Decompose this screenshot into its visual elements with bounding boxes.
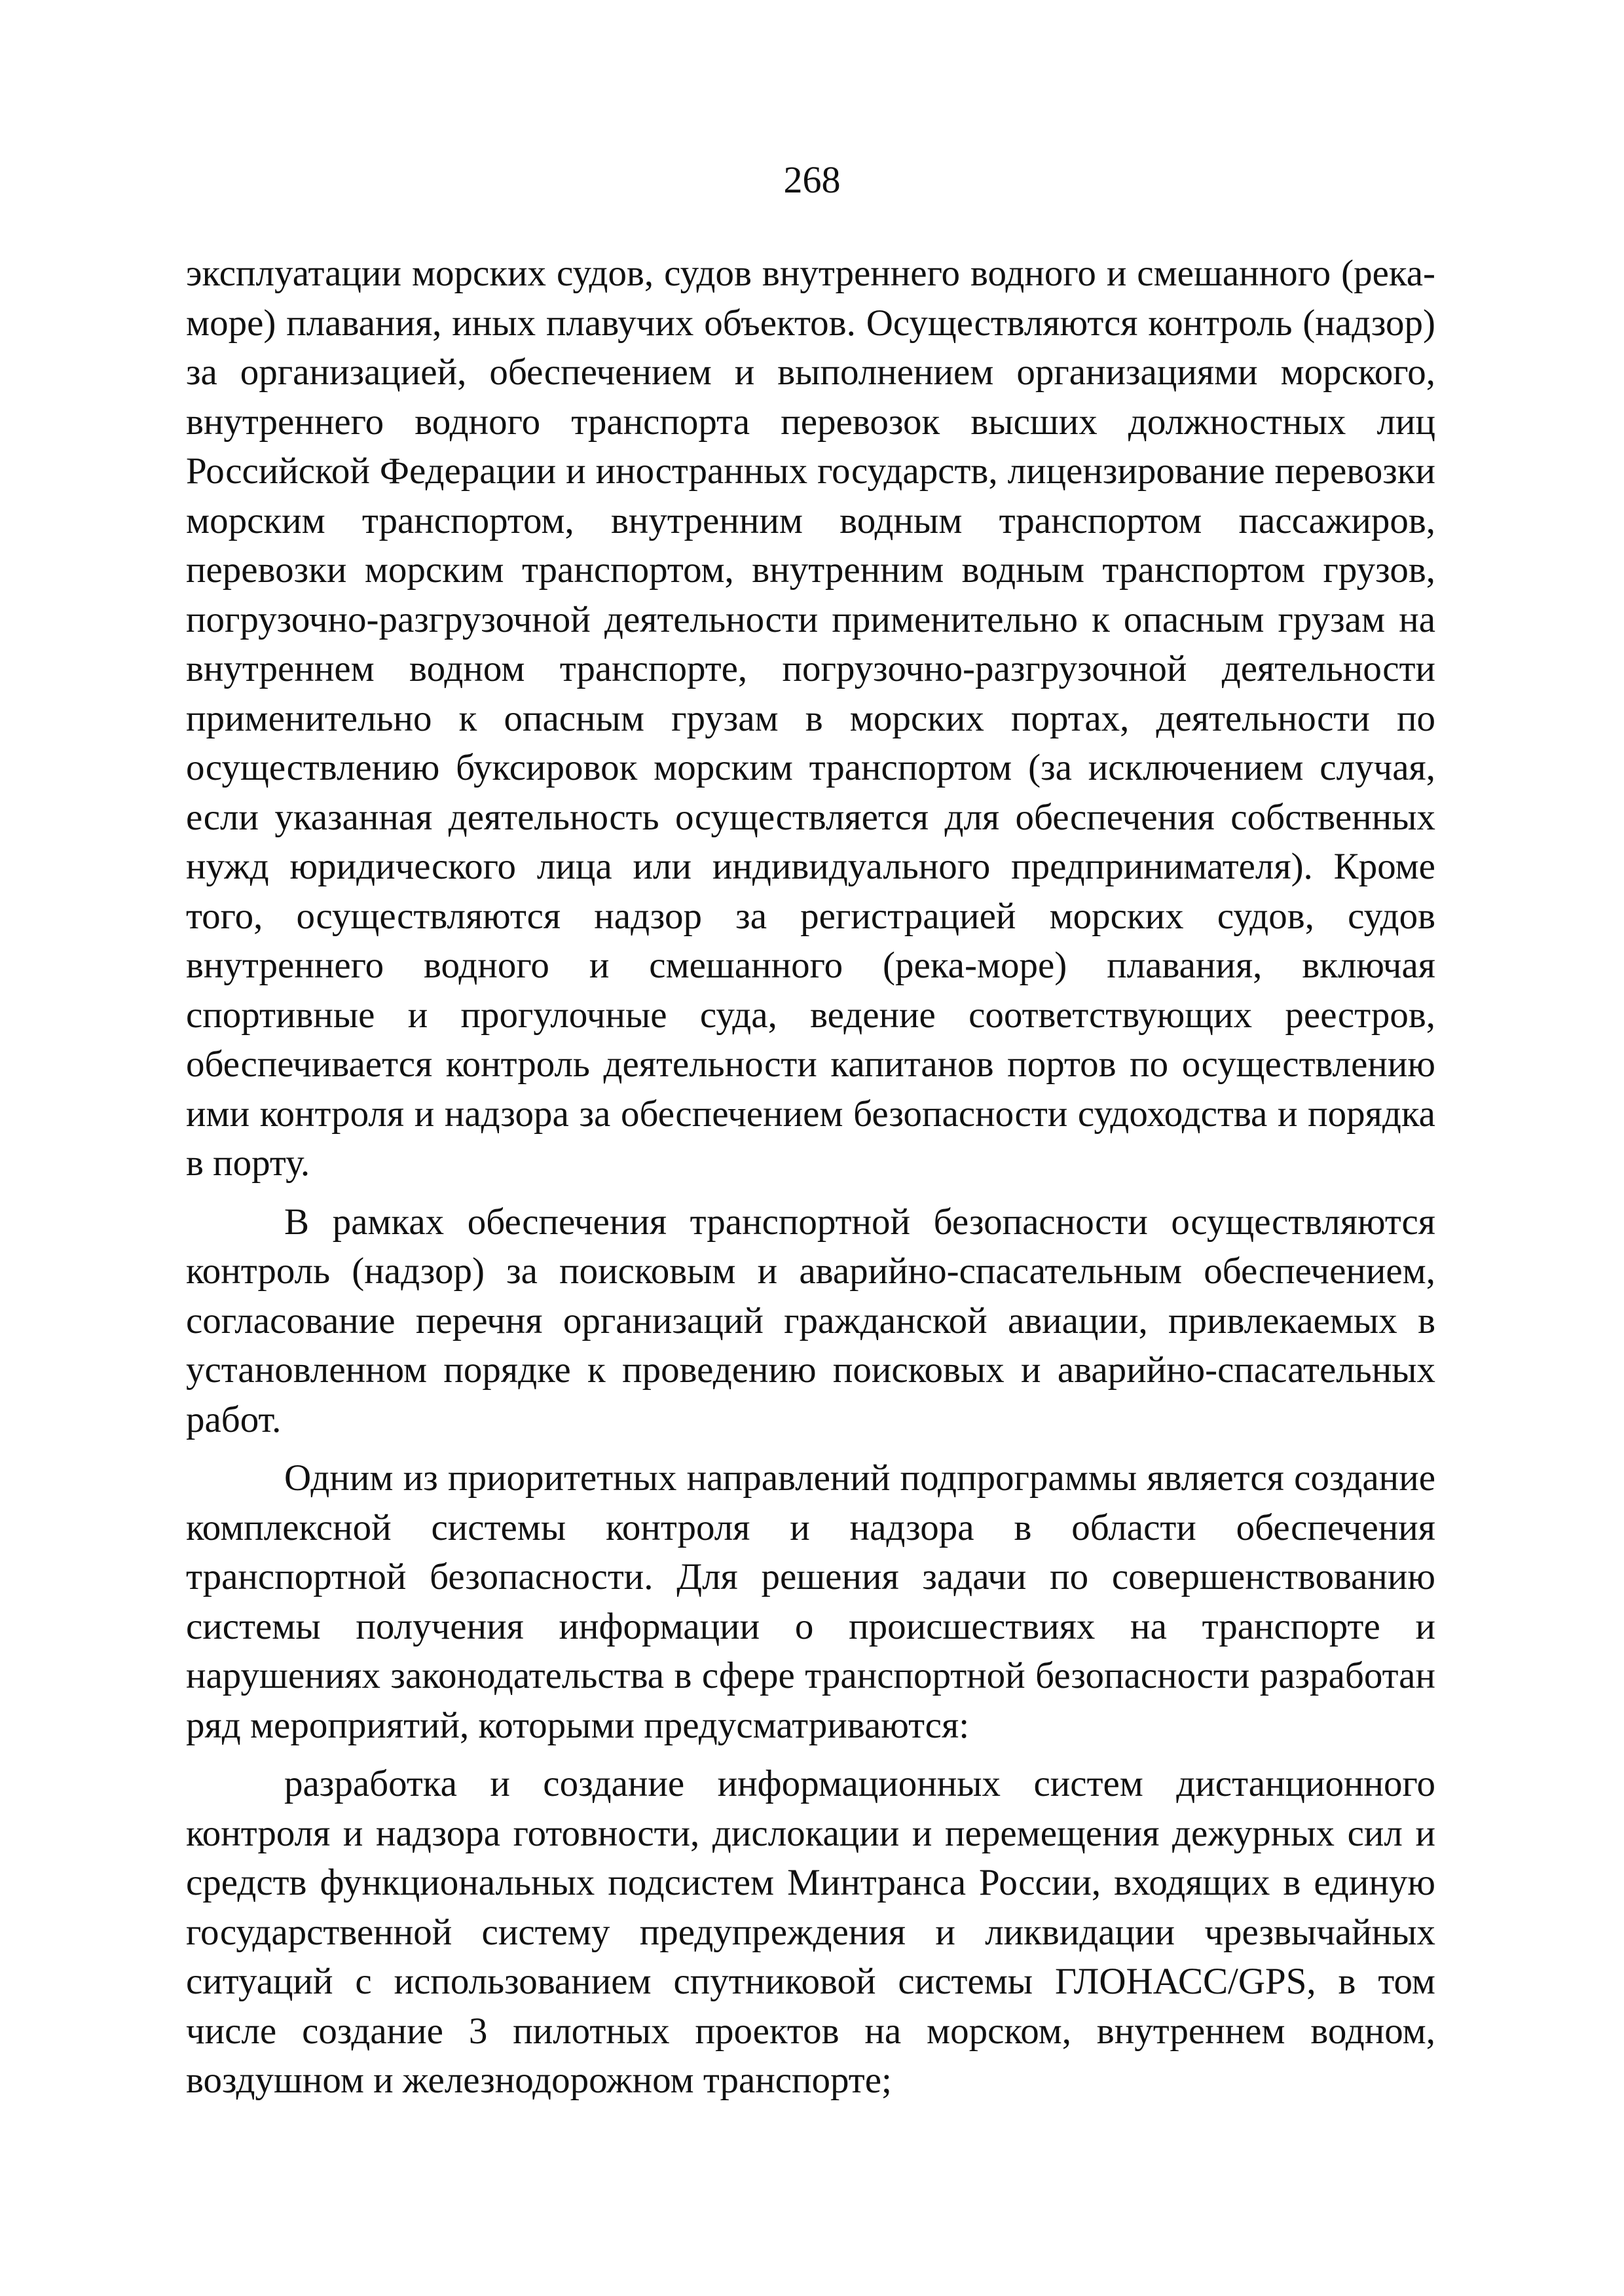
page-number: 268 bbox=[783, 158, 841, 201]
paragraph-continuation: эксплуатации морских судов, судов внутреннего водного и смешанного (река-море) плавания, иных плавучих объектов. Осуществляются контроль (надзор) за организацией, обеспечением и выполнением организациями морского, внутреннего водного транспорта перевозок высших должностных лиц Российской Федерации и иностранных государств, лицензирование перевозки морским транспортом, внутренним водным транспортом пассажиров, перевозки морским транспортом, внутренним водным транспортом грузов, погрузочно-разгрузочной деятельности применительно к опасным грузам на внутреннем водном транспорте, погрузочно-разгрузочной деятельности применительно к опасным грузам в морских портах, деятельности по осуществлению буксировок морским транспортом (за исключением случая, если указанная деятельность осуществляется для обеспечения собственных нужд юридического лица или индивидуального предпринимателя). Кроме того, осуществляются надзор за регистрацией морских судов, судов внутреннего водного и смешанного (река-море) плавания, включая спортивные и прогулочные суда, ведение соответствующих реестров, обеспечивается контроль деятельности капитанов портов по осуществлению ими контроля и надзора за обеспечением безопасности судоходства и порядка в порту. bbox=[186, 253, 1435, 1184]
list-item-information-systems: разработка и создание информационных систем дистанционного контроля и надзора готовности, дислокации и перемещения дежурных сил и средств функциональных подсистем Минтранса России, входящих в единую государственной систему предупреждения и ликвидации чрезвычайных ситуаций с использованием спутниковой системы ГЛОНАСС/GPS, в том числе создание 3 пилотных проектов на морском, внутреннем водном, воздушном и железнодорожном транспорте; bbox=[186, 1763, 1435, 2101]
paragraph-transport-security: В рамках обеспечения транспортной безопасности осуществляются контроль (надзор) за поисковым и аварийно-спасательным обеспечением, согласование перечня организаций гражданской авиации, привлекаемых в установленном порядке к проведению поисковых и аварийно-спасательных работ. bbox=[186, 1201, 1435, 1440]
document-body bbox=[186, 249, 1435, 2105]
paragraph-priority-directions: Одним из приоритетных направлений подпрограммы является создание комплексной системы контроля и надзора в области обеспечения транспортной безопасности. Для решения задачи по совершенствованию системы получения информации о происшествиях на транспорте и нарушениях законодательства в сфере транспортной безопасности разработан ряд мероприятий, которыми предусматриваются: bbox=[186, 1457, 1435, 1746]
